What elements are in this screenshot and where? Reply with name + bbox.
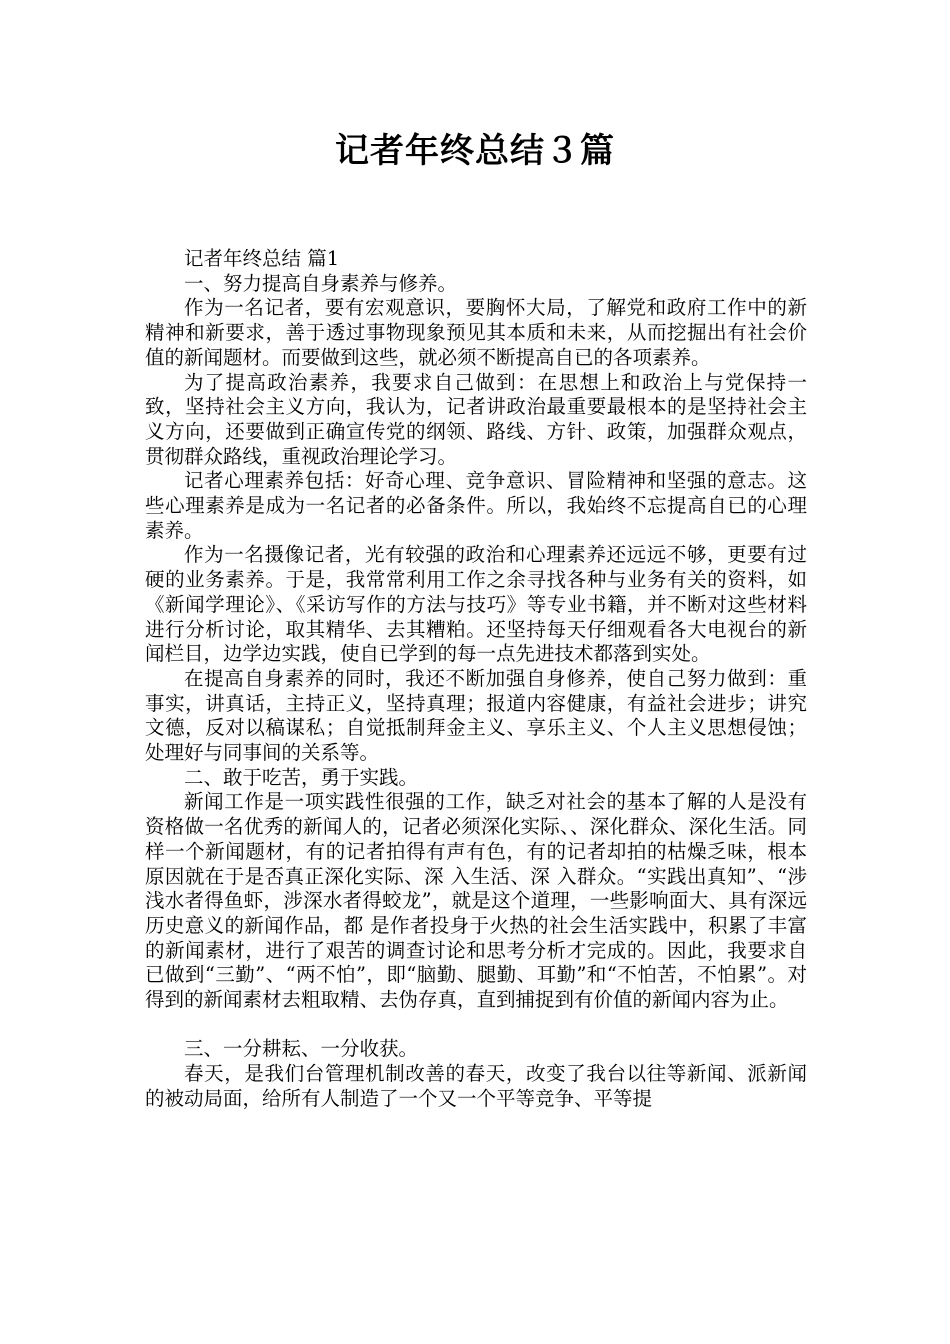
paragraph: 记者心理素养包括：好奇心理、竞争意识、冒险精神和坚强的意志。这些心理素养是成为一名记者的必备条件。所以，我始终不忘提高自已的心理素养。 xyxy=(145,469,807,542)
paragraph: 作为一名摄像记者，光有较强的政治和心理素养还远远不够，更要有过硬的业务素养。于是，我常常利用工作之余寻找各种与业务有关的资料，如《新闻学理论》、《采访写作的方法与技巧》等专业书籍，并不断对这些材料进行分析讨论，取其精华、去其糟粕。还坚持每天仔细观看各大电视台的新闻栏目，边学边实践，使自已学到的每一点先进技术都落到实处。 xyxy=(145,543,807,666)
paragraph: 为了提高政治素养，我要求自己做到：在思想上和政治上与党保持一致，坚持社会主义方向，我认为，记者讲政治最重要最根本的是坚持社会主义方向，还要做到正确宣传党的纲领、路线、方针、政策，加强群众观点，贯彻群众路线，重视政治理论学习。 xyxy=(145,370,807,468)
subsection-heading: 二、敢于吃苦，勇于实践。 xyxy=(184,765,419,789)
document-title: 记者年终总结３篇 xyxy=(335,131,615,171)
document-body xyxy=(145,247,807,1112)
paragraph: 在提高自身素养的同时，我还不断加强自身修养，使自己努力做到：重事实，讲真话，主持正义，坚持真理；报道内容健康，有益社会进步；讲究文德，反对以稿谋私；自觉抵制拜金主义、享乐主义、个人主义思想侵蚀；处理好与同事间的关系等。 xyxy=(145,666,807,765)
paragraph: 作为一名记者，要有宏观意识，要胸怀大局，了解党和政府工作中的新精神和新要求，善于透过事物现象预见其本质和未来，从而挖掘出有社会价值的新闻题材。而要做到这些，就必须不断提高自已的各项素养。 xyxy=(145,296,807,369)
paragraph: 新闻工作是一项实践性很强的工作，缺乏对社会的基本了解的人是没有资格做一名优秀的新闻人的，记者必须深化实际、、深化群众、深化生活。同样一个新闻题材，有的记者拍得有声有色，有的记者却拍的枯燥乏味，根本原因就在于是否真正深化实际、深 入生活、深 入群众。“实践出真知”、“涉浅水者得鱼虾，涉深水者得蛟龙”，就是这个道理，一些影响面大、具有深远历史意义的新闻作品，都 是作者投身于火热的社会生活实践中，积累了丰富的新闻素材，进行了艰苦的调查讨论和思考分析才完成的。因此，我要求自已做到“三勤”、“两不怕”，即“脑勤、腿勤、耳勤”和“不怕苦，不怕累”。对得到的新闻素材去粗取精、去伪存真，直到捕捉到有价值的新闻内容为止。 xyxy=(145,790,807,1012)
subsection-heading: 三、一分耕耘、一分收获。 xyxy=(184,1037,419,1061)
paragraph: 春天，是我们台管理机制改善的春天，改变了我台以往等新闻、派新闻的被动局面，给所有人制造了一个又一个平等竞争、平等提 xyxy=(145,1062,807,1110)
subsection-heading: 一、努力提高自身素养与修养。 xyxy=(184,271,458,295)
section-heading: 记者年终总结 篇1 xyxy=(184,247,340,270)
